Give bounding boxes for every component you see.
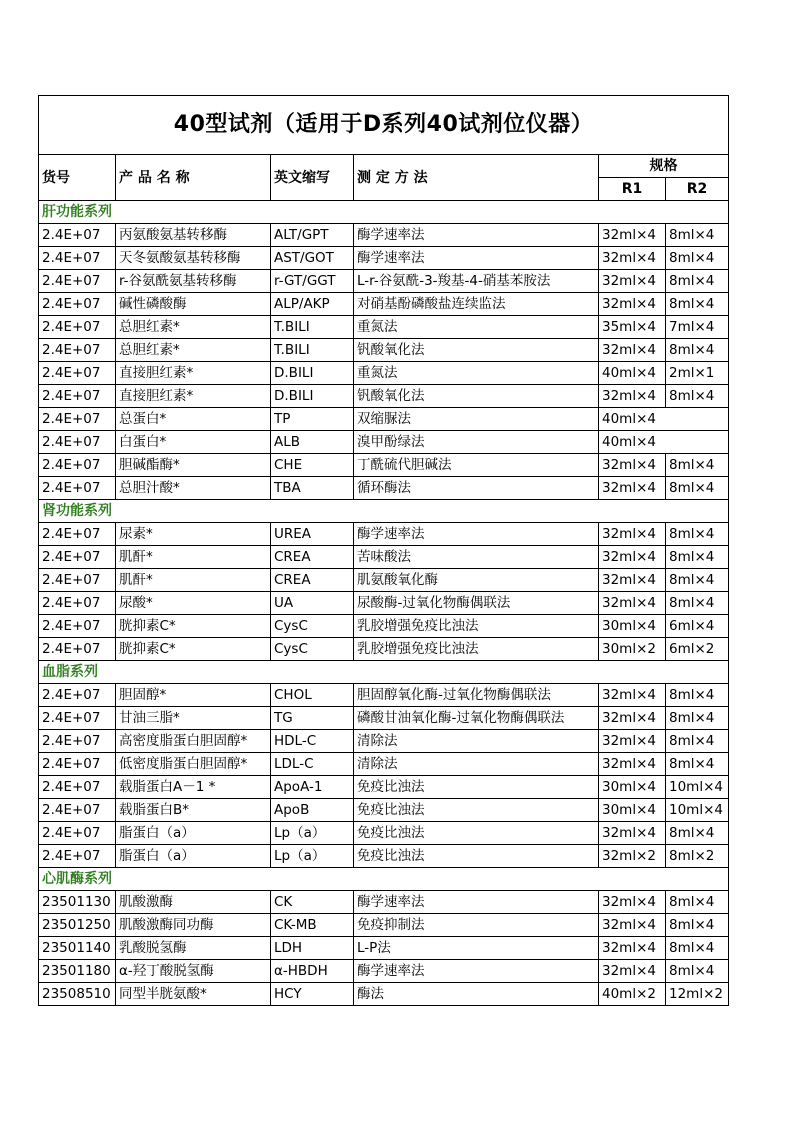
cell-code: 23501250 (39, 914, 116, 937)
cell-r2: 8ml×4 (666, 730, 729, 753)
cell-name: 载脂蛋白B* (116, 799, 271, 822)
cell-abbr: HDL-C (271, 730, 354, 753)
cell-code: 2.4E+07 (39, 615, 116, 638)
cell-code: 2.4E+07 (39, 638, 116, 661)
cell-method: 溴甲酚绿法 (354, 431, 599, 454)
cell-name: 总蛋白* (116, 408, 271, 431)
cell-code: 2.4E+07 (39, 224, 116, 247)
cell-name: 乳酸脱氢酶 (116, 937, 271, 960)
table-body (39, 201, 729, 1006)
cell-r1: 32ml×4 (599, 247, 666, 270)
cell-name: 总胆汁酸* (116, 477, 271, 500)
cell-method: L-P法 (354, 937, 599, 960)
cell-r2: 12ml×2 (666, 983, 729, 1006)
cell-method: 对硝基酚磷酸盐连续监法 (354, 293, 599, 316)
cell-name: 直接胆红素* (116, 362, 271, 385)
table-row (39, 592, 729, 615)
cell-r2: 8ml×4 (666, 914, 729, 937)
cell-abbr: CK (271, 891, 354, 914)
cell-name: 总胆红素* (116, 339, 271, 362)
cell-name: 肌酐* (116, 569, 271, 592)
table-row (39, 408, 729, 431)
table-row (39, 293, 729, 316)
cell-r2: 8ml×4 (666, 569, 729, 592)
page-title: 40型试剂（适用于D系列40试剂位仪器） (39, 96, 729, 155)
cell-r1: 40ml×4 (599, 431, 729, 454)
section-row (39, 661, 729, 684)
section-title: 血脂系列 (39, 661, 729, 684)
cell-abbr: HCY (271, 983, 354, 1006)
cell-abbr: CHE (271, 454, 354, 477)
cell-r2: 8ml×4 (666, 707, 729, 730)
cell-r1: 30ml×4 (599, 799, 666, 822)
cell-r1: 32ml×4 (599, 293, 666, 316)
cell-method: 免疫比浊法 (354, 776, 599, 799)
cell-code: 23508510 (39, 983, 116, 1006)
table-row (39, 684, 729, 707)
cell-abbr: UA (271, 592, 354, 615)
cell-abbr: LDL-C (271, 753, 354, 776)
cell-code: 2.4E+07 (39, 316, 116, 339)
cell-method: L-r-谷氨酰-3-羧基-4-硝基苯胺法 (354, 270, 599, 293)
cell-r1: 40ml×2 (599, 983, 666, 1006)
cell-code: 23501130 (39, 891, 116, 914)
cell-r2: 8ml×4 (666, 454, 729, 477)
table-row (39, 385, 729, 408)
table-row (39, 937, 729, 960)
table-row (39, 270, 729, 293)
cell-code: 2.4E+07 (39, 477, 116, 500)
cell-r2: 10ml×4 (666, 776, 729, 799)
cell-name: 肌酸激酶同功酶 (116, 914, 271, 937)
cell-code: 2.4E+07 (39, 569, 116, 592)
cell-abbr: Lp（a） (271, 845, 354, 868)
cell-abbr: CysC (271, 638, 354, 661)
cell-abbr: CHOL (271, 684, 354, 707)
cell-r1: 30ml×2 (599, 638, 666, 661)
cell-method: 胆固醇氧化酶-过氧化物酶偶联法 (354, 684, 599, 707)
cell-r2: 8ml×4 (666, 477, 729, 500)
cell-name: 尿酸* (116, 592, 271, 615)
cell-abbr: D.BILI (271, 385, 354, 408)
cell-method: 酶学速率法 (354, 960, 599, 983)
cell-r1: 32ml×4 (599, 937, 666, 960)
cell-method: 重氮法 (354, 316, 599, 339)
cell-abbr: CysC (271, 615, 354, 638)
cell-code: 2.4E+07 (39, 684, 116, 707)
cell-name: 肌酸激酶 (116, 891, 271, 914)
cell-method: 酶法 (354, 983, 599, 1006)
cell-name: 脂蛋白（a） (116, 822, 271, 845)
cell-r2: 7ml×4 (666, 316, 729, 339)
cell-r2: 8ml×4 (666, 891, 729, 914)
section-title: 肝功能系列 (39, 201, 729, 224)
cell-method: 乳胶增强免疫比浊法 (354, 615, 599, 638)
table-row (39, 224, 729, 247)
cell-abbr: D.BILI (271, 362, 354, 385)
cell-code: 2.4E+07 (39, 707, 116, 730)
cell-code: 2.4E+07 (39, 293, 116, 316)
cell-abbr: CREA (271, 569, 354, 592)
cell-name: 丙氨酸氨基转移酶 (116, 224, 271, 247)
cell-method: 双缩脲法 (354, 408, 599, 431)
cell-r1: 32ml×4 (599, 891, 666, 914)
cell-method: 免疫比浊法 (354, 822, 599, 845)
cell-r1: 32ml×4 (599, 684, 666, 707)
cell-r1: 32ml×4 (599, 339, 666, 362)
cell-code: 2.4E+07 (39, 270, 116, 293)
cell-r2: 8ml×4 (666, 822, 729, 845)
table-row (39, 707, 729, 730)
section-row (39, 500, 729, 523)
cell-name: 脂蛋白（a） (116, 845, 271, 868)
header-name: 产 品 名 称 (116, 155, 271, 201)
table-row (39, 477, 729, 500)
cell-abbr: AST/GOT (271, 247, 354, 270)
cell-method: 清除法 (354, 753, 599, 776)
table-row (39, 569, 729, 592)
cell-method: 苦味酸法 (354, 546, 599, 569)
table-row (39, 730, 729, 753)
cell-method: 磷酸甘油氧化酶-过氧化物酶偶联法 (354, 707, 599, 730)
reagent-table (38, 95, 729, 1006)
header-r1: R1 (599, 178, 666, 201)
reagent-sheet (38, 95, 728, 1006)
cell-abbr: r-GT/GGT (271, 270, 354, 293)
cell-r1: 32ml×4 (599, 477, 666, 500)
table-row (39, 753, 729, 776)
cell-r2: 8ml×2 (666, 845, 729, 868)
cell-r2: 2ml×1 (666, 362, 729, 385)
table-row (39, 776, 729, 799)
cell-r1: 32ml×4 (599, 270, 666, 293)
cell-r1: 40ml×4 (599, 408, 729, 431)
cell-method: 钒酸氧化法 (354, 339, 599, 362)
table-row (39, 454, 729, 477)
cell-code: 2.4E+07 (39, 753, 116, 776)
cell-r2: 8ml×4 (666, 293, 729, 316)
cell-r1: 32ml×4 (599, 707, 666, 730)
cell-abbr: ApoB (271, 799, 354, 822)
table-row (39, 891, 729, 914)
cell-abbr: α-HBDH (271, 960, 354, 983)
section-title: 肾功能系列 (39, 500, 729, 523)
table-row (39, 983, 729, 1006)
cell-name: 胆固醇* (116, 684, 271, 707)
cell-r2: 6ml×2 (666, 638, 729, 661)
cell-method: 肌氨酸氧化酶 (354, 569, 599, 592)
table-row (39, 339, 729, 362)
cell-name: 尿素* (116, 523, 271, 546)
cell-code: 2.4E+07 (39, 362, 116, 385)
cell-r1: 40ml×4 (599, 362, 666, 385)
table-row (39, 316, 729, 339)
cell-r2: 8ml×4 (666, 523, 729, 546)
cell-r1: 30ml×4 (599, 615, 666, 638)
cell-r2: 8ml×4 (666, 270, 729, 293)
cell-r1: 32ml×2 (599, 845, 666, 868)
cell-abbr: ApoA-1 (271, 776, 354, 799)
cell-name: 直接胆红素* (116, 385, 271, 408)
cell-name: 载脂蛋白A－1 * (116, 776, 271, 799)
cell-name: 天冬氨酸氨基转移酶 (116, 247, 271, 270)
cell-abbr: CK-MB (271, 914, 354, 937)
cell-method: 乳胶增强免疫比浊法 (354, 638, 599, 661)
cell-r2: 8ml×4 (666, 385, 729, 408)
cell-r2: 8ml×4 (666, 960, 729, 983)
cell-method: 免疫比浊法 (354, 799, 599, 822)
table-row (39, 362, 729, 385)
cell-r1: 35ml×4 (599, 316, 666, 339)
cell-abbr: TP (271, 408, 354, 431)
cell-name: r-谷氨酰氨基转移酶 (116, 270, 271, 293)
cell-method: 免疫比浊法 (354, 845, 599, 868)
cell-r1: 32ml×4 (599, 730, 666, 753)
section-row (39, 868, 729, 891)
cell-method: 丁酰硫代胆碱法 (354, 454, 599, 477)
cell-method: 重氮法 (354, 362, 599, 385)
cell-code: 2.4E+07 (39, 339, 116, 362)
cell-r2: 8ml×4 (666, 937, 729, 960)
cell-method: 酶学速率法 (354, 523, 599, 546)
section-row (39, 201, 729, 224)
cell-abbr: LDH (271, 937, 354, 960)
cell-r1: 32ml×4 (599, 224, 666, 247)
cell-name: 同型半胱氨酸* (116, 983, 271, 1006)
cell-code: 2.4E+07 (39, 730, 116, 753)
cell-code: 2.4E+07 (39, 776, 116, 799)
header-spec: 规格 (599, 155, 729, 178)
table-row (39, 799, 729, 822)
cell-name: 高密度脂蛋白胆固醇* (116, 730, 271, 753)
cell-name: α-羟丁酸脱氢酶 (116, 960, 271, 983)
cell-code: 2.4E+07 (39, 523, 116, 546)
cell-name: 胆碱酯酶* (116, 454, 271, 477)
cell-method: 钒酸氧化法 (354, 385, 599, 408)
cell-code: 2.4E+07 (39, 592, 116, 615)
table-row (39, 822, 729, 845)
table-row (39, 615, 729, 638)
cell-name: 甘油三脂* (116, 707, 271, 730)
cell-r1: 32ml×4 (599, 753, 666, 776)
cell-abbr: TG (271, 707, 354, 730)
cell-r1: 30ml×4 (599, 776, 666, 799)
table-row (39, 960, 729, 983)
cell-r2: 8ml×4 (666, 753, 729, 776)
cell-code: 23501140 (39, 937, 116, 960)
cell-r1: 32ml×4 (599, 569, 666, 592)
cell-code: 2.4E+07 (39, 845, 116, 868)
cell-r1: 32ml×4 (599, 592, 666, 615)
cell-name: 胱抑素C* (116, 638, 271, 661)
cell-r2: 8ml×4 (666, 339, 729, 362)
section-title: 心肌酶系列 (39, 868, 729, 891)
cell-abbr: T.BILI (271, 316, 354, 339)
cell-code: 2.4E+07 (39, 546, 116, 569)
cell-method: 循环酶法 (354, 477, 599, 500)
header-r2: R2 (666, 178, 729, 201)
cell-abbr: UREA (271, 523, 354, 546)
table-row (39, 247, 729, 270)
cell-code: 23501180 (39, 960, 116, 983)
cell-abbr: ALB (271, 431, 354, 454)
header-abbr: 英文缩写 (271, 155, 354, 201)
cell-method: 酶学速率法 (354, 891, 599, 914)
cell-code: 2.4E+07 (39, 431, 116, 454)
cell-code: 2.4E+07 (39, 799, 116, 822)
cell-method: 酶学速率法 (354, 224, 599, 247)
cell-code: 2.4E+07 (39, 822, 116, 845)
cell-name: 白蛋白* (116, 431, 271, 454)
cell-code: 2.4E+07 (39, 408, 116, 431)
cell-abbr: T.BILI (271, 339, 354, 362)
cell-name: 碱性磷酸酶 (116, 293, 271, 316)
table-row (39, 546, 729, 569)
cell-r1: 32ml×4 (599, 960, 666, 983)
cell-abbr: ALP/AKP (271, 293, 354, 316)
cell-r2: 10ml×4 (666, 799, 729, 822)
cell-r2: 8ml×4 (666, 247, 729, 270)
cell-r2: 8ml×4 (666, 546, 729, 569)
cell-abbr: ALT/GPT (271, 224, 354, 247)
cell-method: 清除法 (354, 730, 599, 753)
header-method: 测 定 方 法 (354, 155, 599, 201)
cell-r1: 32ml×4 (599, 454, 666, 477)
cell-method: 免疫抑制法 (354, 914, 599, 937)
cell-name: 胱抑素C* (116, 615, 271, 638)
cell-name: 总胆红素* (116, 316, 271, 339)
table-row (39, 523, 729, 546)
cell-r1: 32ml×4 (599, 546, 666, 569)
cell-r1: 32ml×4 (599, 822, 666, 845)
table-row (39, 914, 729, 937)
cell-name: 肌酐* (116, 546, 271, 569)
table-row (39, 845, 729, 868)
table-row (39, 638, 729, 661)
cell-abbr: Lp（a） (271, 822, 354, 845)
cell-r2: 8ml×4 (666, 224, 729, 247)
cell-r1: 32ml×4 (599, 523, 666, 546)
cell-r2: 8ml×4 (666, 684, 729, 707)
cell-code: 2.4E+07 (39, 385, 116, 408)
cell-abbr: TBA (271, 477, 354, 500)
cell-code: 2.4E+07 (39, 247, 116, 270)
cell-r1: 32ml×4 (599, 914, 666, 937)
cell-method: 酶学速率法 (354, 247, 599, 270)
cell-r1: 32ml×4 (599, 385, 666, 408)
cell-method: 尿酸酶-过氧化物酶偶联法 (354, 592, 599, 615)
header-code: 货号 (39, 155, 116, 201)
cell-code: 2.4E+07 (39, 454, 116, 477)
table-row (39, 431, 729, 454)
cell-r2: 6ml×4 (666, 615, 729, 638)
cell-abbr: CREA (271, 546, 354, 569)
cell-r2: 8ml×4 (666, 592, 729, 615)
cell-name: 低密度脂蛋白胆固醇* (116, 753, 271, 776)
